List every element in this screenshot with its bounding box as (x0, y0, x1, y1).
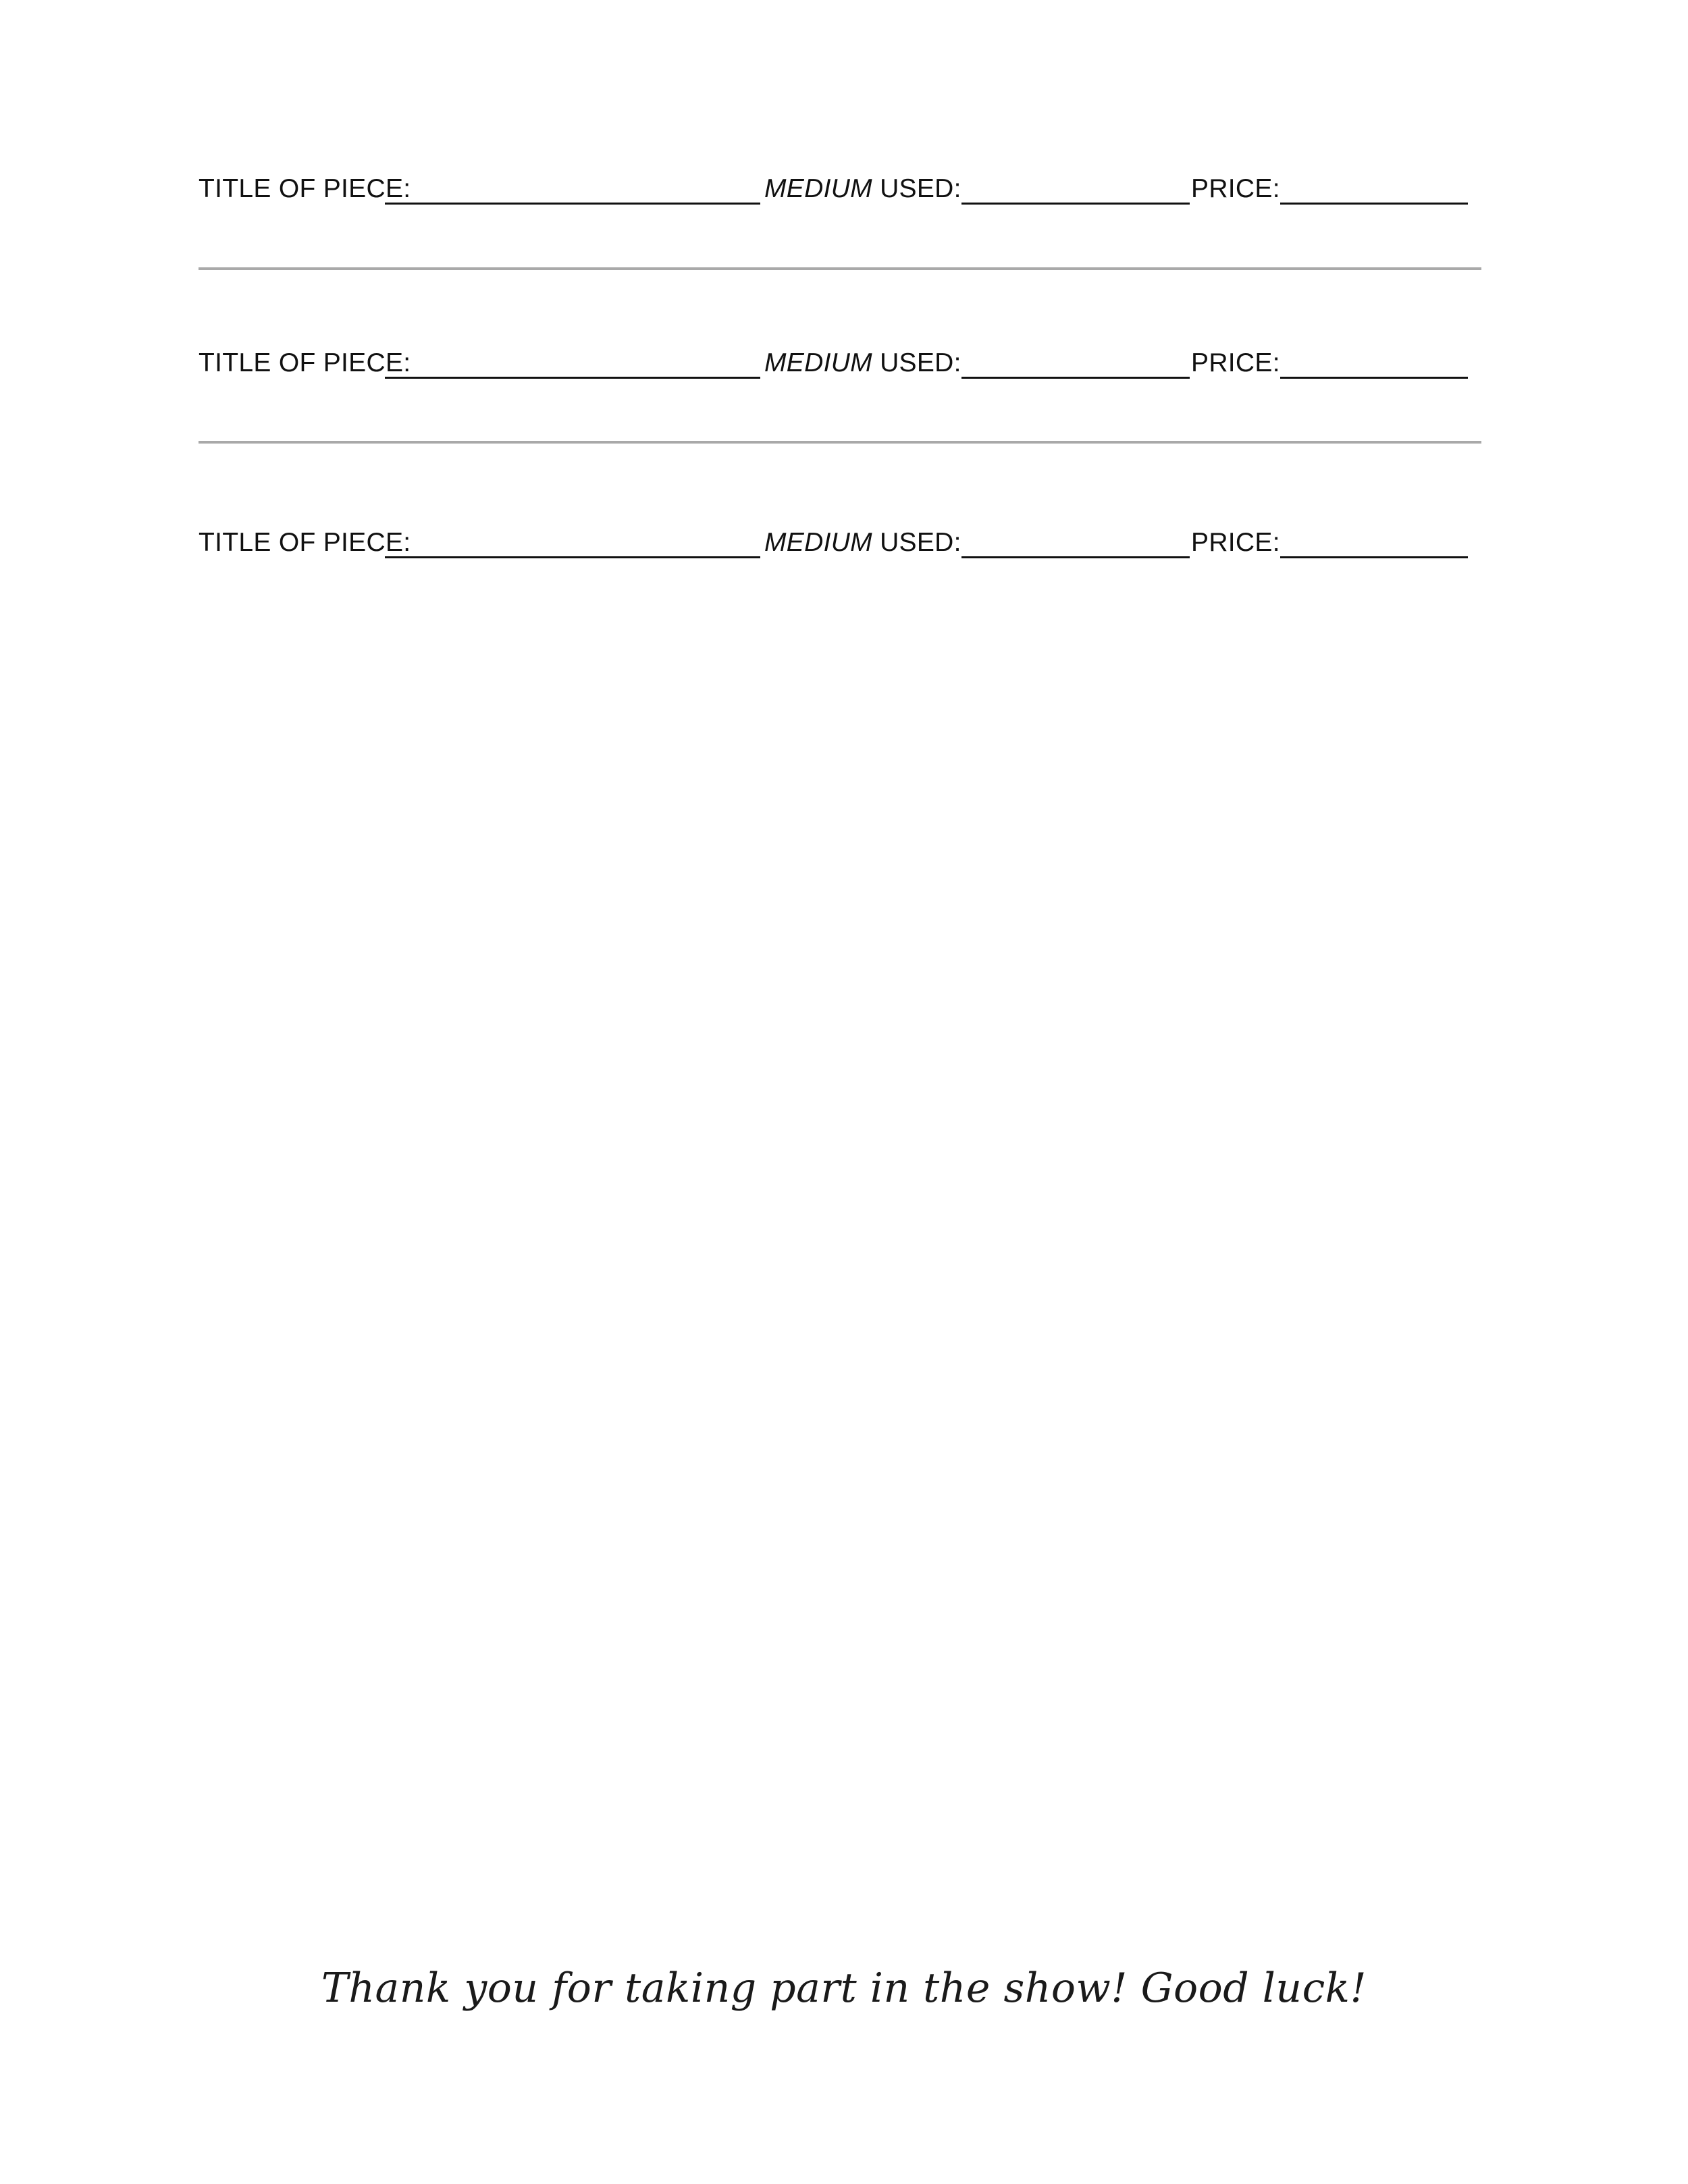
price-field[interactable] (1280, 203, 1468, 205)
entry-row (199, 166, 1468, 213)
price-field[interactable] (1280, 556, 1468, 558)
medium-used-field[interactable] (961, 556, 1190, 558)
medium-used-field[interactable] (961, 377, 1190, 379)
section-divider (199, 267, 1481, 270)
title-of-piece-field[interactable] (385, 377, 760, 379)
title-of-piece-label: TITLE OF PIECE: (199, 528, 411, 557)
medium-word: MEDIUM (764, 174, 872, 203)
entry-row (199, 520, 1468, 567)
medium-used-field[interactable] (961, 203, 1190, 205)
section-divider (199, 441, 1481, 444)
medium-used-label (764, 347, 961, 379)
price-label: PRICE: (1191, 174, 1280, 203)
price-label: PRICE: (1191, 528, 1280, 557)
price-label: PRICE: (1191, 348, 1280, 377)
medium-used-label (764, 527, 961, 559)
price-field[interactable] (1280, 377, 1468, 379)
entry-row (199, 340, 1468, 388)
used-word: USED: (872, 348, 961, 377)
medium-used-label (764, 173, 961, 205)
medium-word: MEDIUM (764, 528, 872, 557)
title-of-piece-field[interactable] (385, 203, 760, 205)
medium-word: MEDIUM (764, 348, 872, 377)
title-of-piece-label: TITLE OF PIECE: (199, 174, 411, 203)
used-word: USED: (872, 174, 961, 203)
title-of-piece-label: TITLE OF PIECE: (199, 348, 411, 377)
closing-message: Thank you for taking part in the show! Good luck! (321, 1965, 1367, 2012)
title-of-piece-field[interactable] (385, 556, 760, 558)
used-word: USED: (872, 528, 961, 557)
